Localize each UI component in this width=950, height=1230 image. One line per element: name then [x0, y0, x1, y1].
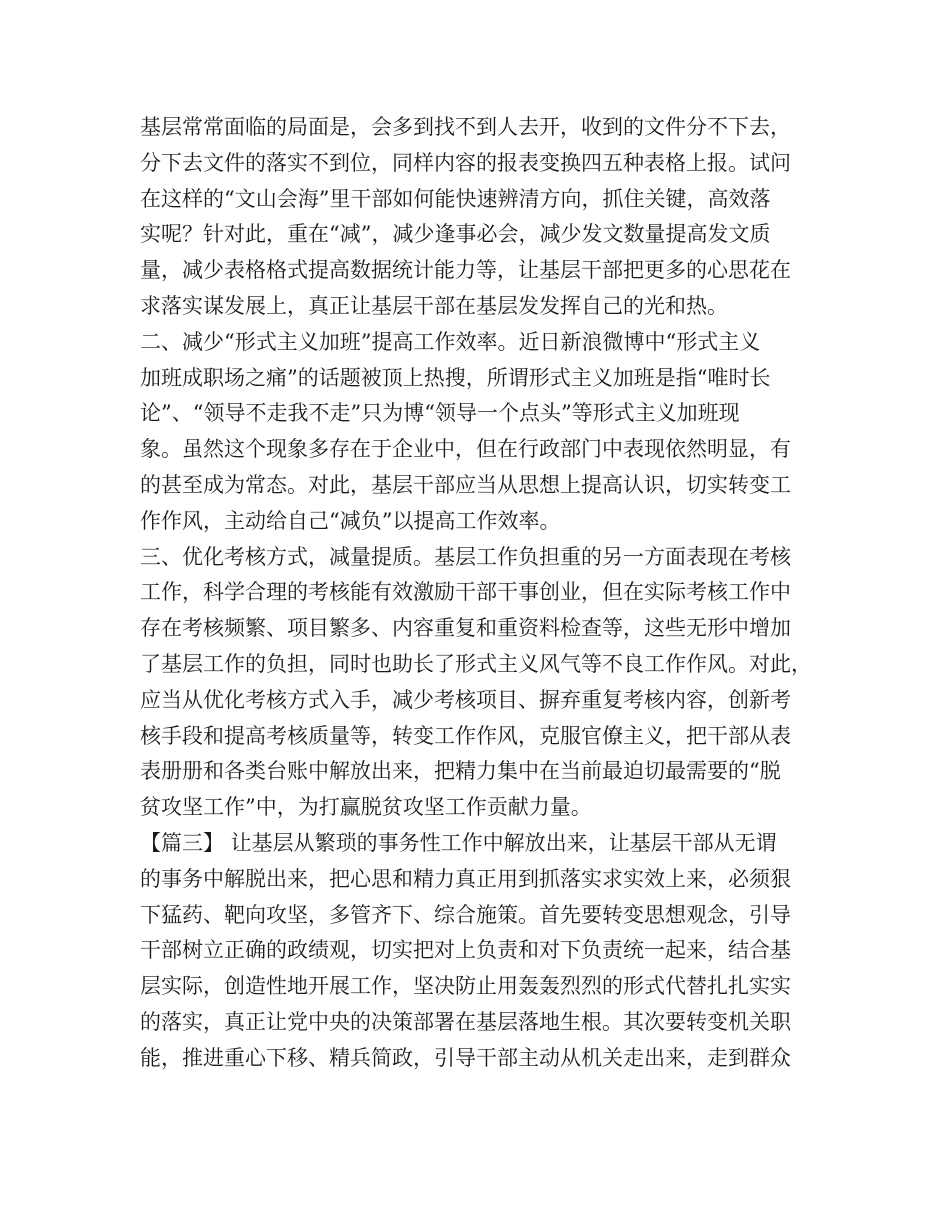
section-heading-line: 三、优化考核方式，减量提质。基层工作负担重的另一方面表现在考核 [140, 544, 791, 569]
text-line: 了基层工作的负担，同时也助长了形式主义风气等不良工作作风。对此， [140, 651, 812, 676]
text-line: 作作风，主动给自己“减负”以提高工作效率。 [140, 508, 561, 533]
text-line: 象。虽然这个现象多存在于企业中，但在行政部门中表现依然明显，有 [140, 437, 791, 462]
text-line: 存在考核频繁、项目繁多、内容重复和重资料检查等，这些无形中增加 [140, 616, 791, 641]
text-line: 干部树立正确的政绩观，切实把对上负责和对下负责统一起来，结合基 [140, 938, 791, 963]
text-line: 实呢？针对此，重在“减”，减少逢事必会，减少发文数量提高发文质 [140, 222, 771, 247]
text-line: 下猛药、靶向攻坚，多管齐下、综合施策。首先要转变思想观念，引导 [140, 902, 791, 927]
text-line: 能，推进重心下移、精兵简政，引导干部主动从机关走出来，走到群众 [140, 1045, 791, 1070]
text-line: 的事务中解脱出来，把心思和精力真正用到抓落实求实效上来，必须狠 [140, 866, 791, 891]
text-line: 求落实谋发展上，真正让基层干部在基层发发挥自己的光和热。 [140, 293, 728, 318]
text-line: 工作，科学合理的考核能有效激励干部干事创业，但在实际考核工作中 [140, 580, 791, 605]
text-line: 论”、“领导不走我不走”只为博“领导一个点头”等形式主义加班现 [140, 401, 740, 426]
document-body [140, 110, 830, 1077]
text-line: 表册册和各类台账中解放出来，把精力集中在当前最迫切最需要的“脱 [140, 759, 781, 784]
text-line: 基层常常面临的局面是，会多到找不到人去开，收到的文件分不下去， [140, 115, 791, 139]
section-heading-line: 二、减少“形式主义加班”提高工作效率。近日新浪微博中“形式主义 [140, 329, 761, 354]
text-line: 分下去文件的落实不到位，同样内容的报表变换四五种表格上报。试问 [140, 150, 791, 175]
section-heading-line: 【篇三】 让基层从繁琐的事务性工作中解放出来，让基层干部从无谓 [140, 830, 777, 855]
text-line: 的落实，真正让党中央的决策部署在基层落地生根。其次要转变机关职 [140, 1009, 791, 1034]
text-line: 加班成职场之痛”的话题被顶上热搜，所谓形式主义加班是指“唯时长 [140, 365, 771, 390]
text-line: 在这样的“文山会海”里干部如何能快速辨清方向，抓住关键，高效落 [140, 186, 771, 211]
text-line: 贫攻坚工作”中，为打赢脱贫攻坚工作贡献力量。 [140, 795, 592, 820]
text-line: 的甚至成为常态。对此，基层干部应当从思想上提高认识，切实转变工 [140, 472, 791, 497]
text-line: 量，减少表格格式提高数据统计能力等，让基层干部把更多的心思花在 [140, 258, 791, 283]
text-line: 层实际，创造性地开展工作，坚决防止用轰轰烈烈的形式代替扎扎实实 [140, 974, 791, 999]
text-line: 应当从优化考核方式入手，减少考核项目、摒弃重复考核内容，创新考 [140, 687, 791, 712]
text-line: 核手段和提高考核质量等，转变工作作风，克服官僚主义，把干部从表 [140, 723, 791, 748]
